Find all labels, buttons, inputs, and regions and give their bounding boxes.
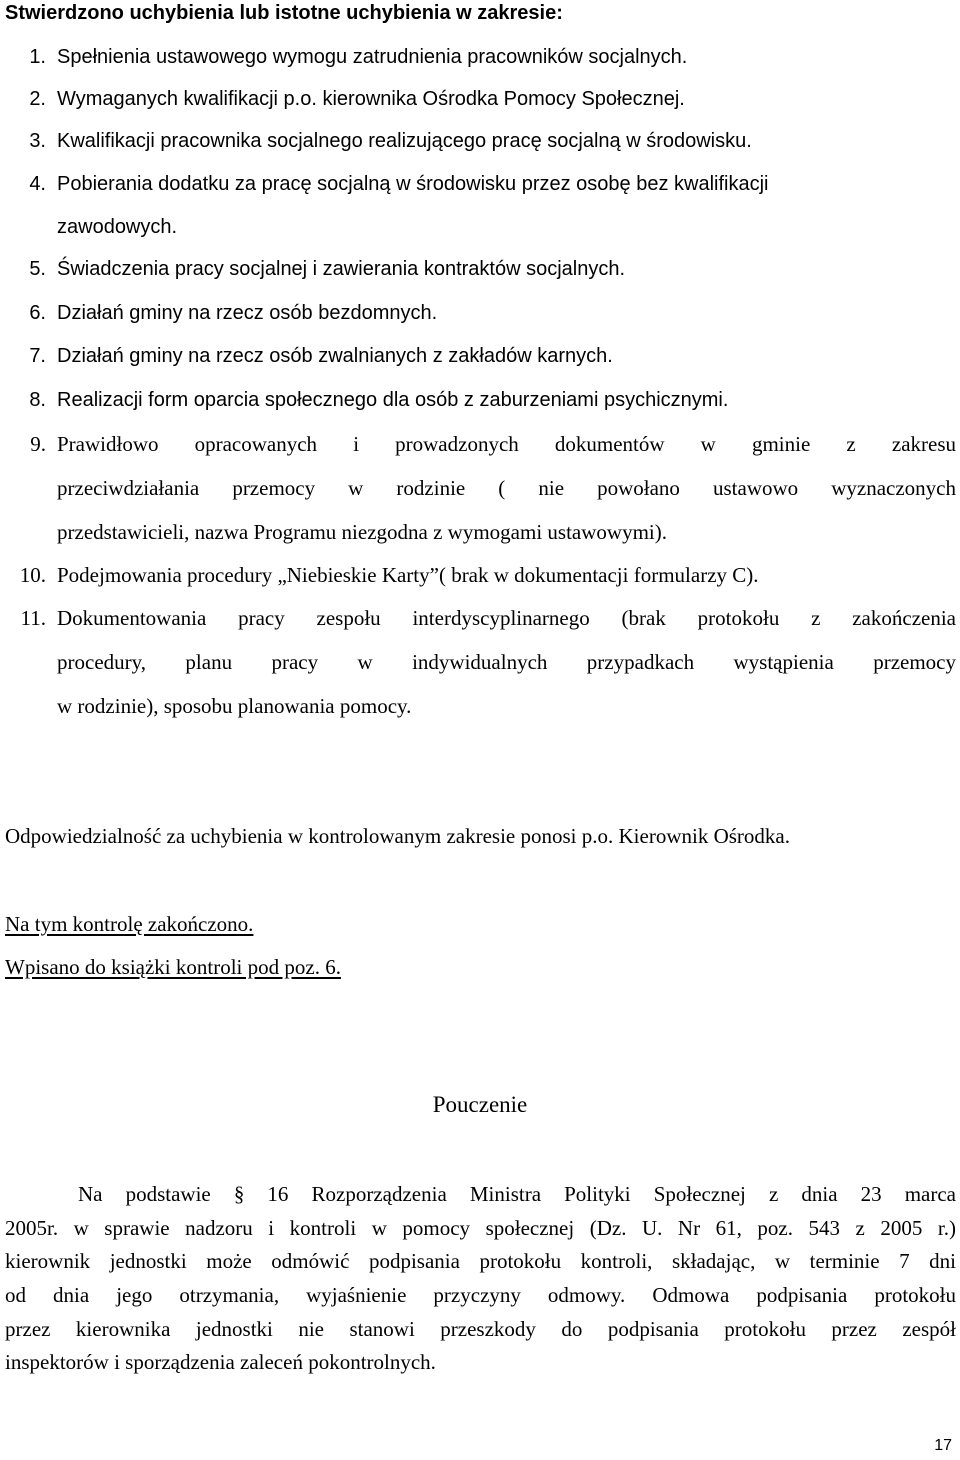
list-item-text: Realizacji form oparcia społecznego dla osób z zaburzeniami psychicznymi. (57, 389, 729, 411)
notice-line: od dnia jego otrzymania, wyjaśnienie przyczyny odmowy. Odmowa podpisania protokołu (5, 1283, 956, 1307)
list-item-text: Podejmowania procedury „Niebieskie Karty”( brak w dokumentacji formularzy C). (57, 563, 759, 587)
page-number: 17 (934, 1437, 952, 1454)
list-item-text: zawodowych. (57, 216, 178, 238)
responsibility-statement: Odpowiedzialność za uchybienia w kontrolowanym zakresie ponosi p.o. Kierownik Ośrodka. (5, 824, 790, 848)
notice-line: inspektorów i sporządzenia zaleceń pokontrolnych. (5, 1350, 436, 1374)
list-item-number: 1. (29, 46, 46, 68)
list-item-text: Świadczenia pracy socjalnej i zawierania kontraktów socjalnych. (57, 258, 626, 280)
list-item-text: Prawidłowo opracowanych i prowadzonych dokumentów w gminie z zakresu (57, 432, 956, 456)
findings-heading: Stwierdzono uchybienia lub istotne uchybienia w zakresie: (5, 2, 563, 24)
list-item-text: przedstawicieli, nazwa Programu niezgodna z wymogami ustawowymi). (57, 520, 667, 544)
list-item-text: Dokumentowania pracy zespołu interdyscyplinarnego (brak protokołu z zakończenia (57, 606, 956, 630)
list-item-number: 5. (29, 258, 46, 280)
notice-line: 2005r. w sprawie nadzoru i kontroli w pomocy społecznej (Dz. U. Nr 61, poz. 543 z 2005 r.) (5, 1216, 956, 1240)
list-item-text: Wymaganych kwalifikacji p.o. kierownika Ośrodka Pomocy Społecznej. (57, 88, 685, 110)
list-item-number: 6. (29, 302, 46, 324)
list-item-number: 8. (29, 389, 46, 411)
list-item-number: 7. (29, 345, 46, 367)
notice-title: Pouczenie (432, 1092, 528, 1117)
list-item-text: Działań gminy na rzecz osób zwalnianych z zakładów karnych. (57, 345, 613, 367)
list-item-text: Pobierania dodatku za pracę socjalną w środowisku przez osobę bez kwalifikacji (57, 173, 769, 195)
list-item-text: przeciwdziałania przemocy w rodzinie ( nie powołano ustawowo wyznaczonych (57, 476, 956, 500)
logbook-entry-statement: Wpisano do książki kontroli pod poz. 6. (5, 955, 341, 979)
closing-statement: Na tym kontrolę zakończono. (5, 912, 254, 936)
list-item-text: Spełnienia ustawowego wymogu zatrudnienia pracowników socjalnych. (57, 46, 688, 68)
list-item-number: 4. (29, 173, 46, 195)
list-item-number: 3. (29, 130, 46, 152)
notice-line: przez kierownika jednostki nie stanowi przeszkody do podpisania protokołu przez zespół (5, 1317, 956, 1341)
list-item-text: procedury, planu pracy w indywidualnych przypadkach wystąpienia przemocy (57, 650, 956, 674)
list-item-text: Kwalifikacji pracownika socjalnego realizującego pracę socjalną w środowisku. (57, 130, 752, 152)
list-item-number: 10. (19, 563, 46, 587)
list-item-number: 9. (30, 432, 46, 456)
list-item-text: w rodzinie), sposobu planowania pomocy. (57, 694, 412, 718)
list-item-text: Działań gminy na rzecz osób bezdomnych. (57, 302, 438, 324)
list-item-number: 11. (20, 606, 46, 630)
notice-line: Na podstawie § 16 Rozporządzenia Ministra Polityki Społecznej z dnia 23 marca (78, 1182, 956, 1206)
list-item-number: 2. (29, 88, 46, 110)
notice-line: kierownik jednostki może odmówić podpisania protokołu kontroli, składając, w terminie 7 dni (5, 1249, 956, 1273)
